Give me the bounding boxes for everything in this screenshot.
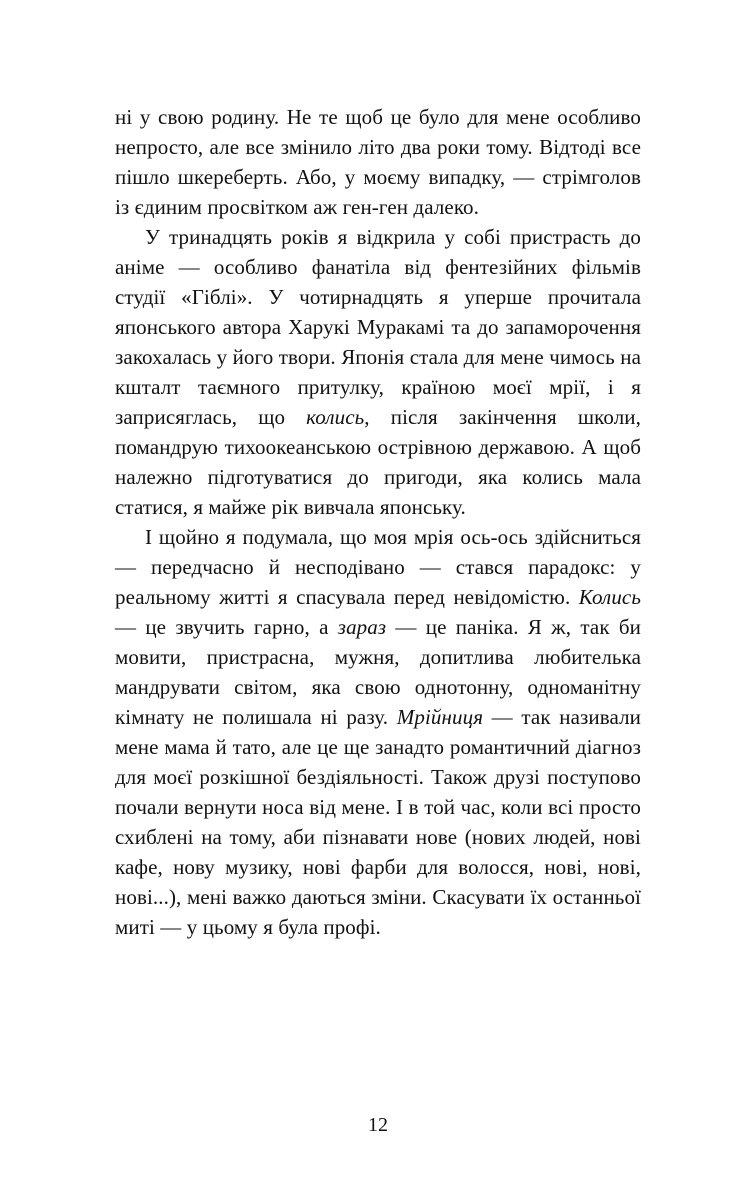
text-segment: Мрійниця <box>396 705 484 729</box>
text-segment: — це звучить гарно, а <box>115 615 338 639</box>
paragraph <box>115 102 641 222</box>
text-block <box>115 102 641 942</box>
text-segment: — так називали мене мама й тато, але це ще занадто романтичний діагноз для моєї розкішної бездіяльності. Також друзі поступово почали вернути носа від мене. І в той час, коли всі просто схиблені на тому, аби пізнавати нове (нових людей, нові кафе, нову музику, нові фарби для волосся, нові, нові, нові...), мені важко даються зміни. Скасувати їх останньої миті — у цьому я була профі. <box>115 705 641 939</box>
text-segment: У тринадцять років я відкрила у собі пристрасть до аніме — особливо фанатіла від фентезійних фільмів студії «Гіблі». У чотирнадцять я уперше прочитала японського автора Харукі Муракамі та до запаморочення закохалась у його твори. Японія стала для мене чимось на кшталт таємного притулку, країною моєї мрії, і я заприсяглась, що <box>115 225 641 429</box>
text-segment: , після закінчення школи, помандрую тихоокеанською острівною державою. А щоб належно підготуватися до пригоди, яка колись мала статися, я майже рік вивчала японську. <box>115 405 641 519</box>
text-segment: зараз <box>337 615 387 639</box>
paragraph <box>115 222 641 522</box>
text-segment: ні у свою родину. Не те щоб це було для мене особливо непросто, але все змінило літо два роки тому. Відтоді все пішло шкереберть. Або, у моєму випадку, — стрімголов із єдиним просвітком аж ген-ген далеко. <box>115 105 641 219</box>
text-segment: Колись <box>578 585 641 609</box>
text-segment: І щойно я подумала, що моя мрія ось-ось здійсниться — передчасно й несподівано — стався парадокс: у реальному житті я спасувала перед невідомістю. <box>115 525 641 609</box>
text-segment: колись <box>306 405 365 429</box>
page-number: 12 <box>368 1114 388 1136</box>
paragraph <box>115 522 641 942</box>
text-segment: — це паніка. Я ж, так би мовити, пристрасна, мужня, допитлива любителька мандрувати світом, яка свою однотонну, одноманітну кімнату не полишала ні разу. <box>115 615 641 729</box>
